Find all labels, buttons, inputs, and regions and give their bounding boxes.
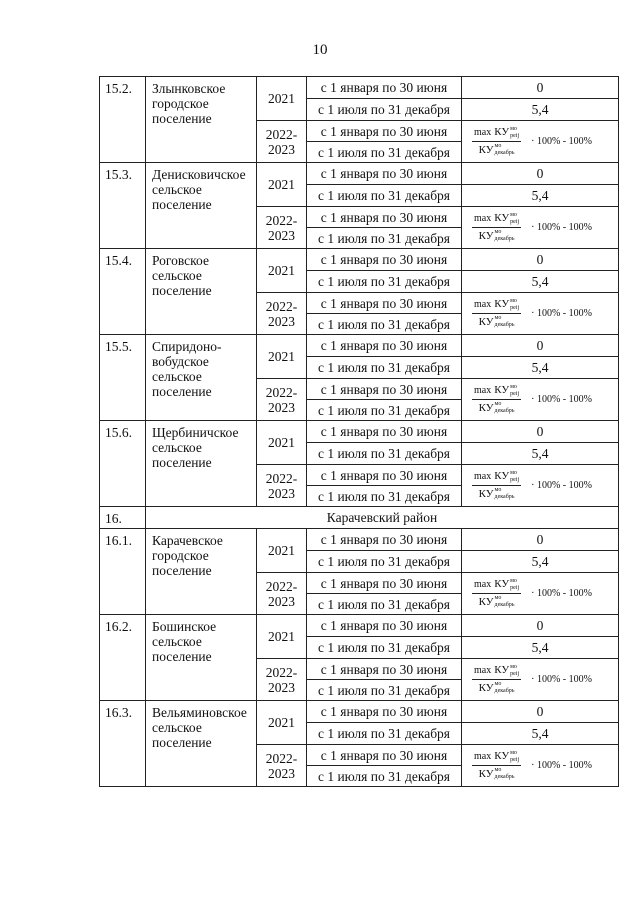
row-number: 16.2.	[100, 615, 146, 701]
formula-cell	[462, 293, 619, 335]
formula-numerator: max КУ мо peij	[472, 469, 521, 486]
period-cell: с 1 января по 30 июня	[307, 745, 462, 766]
value-cell: 0	[462, 249, 619, 271]
page-number: 10	[312, 42, 328, 58]
settlement-name: Денисковичское сельское поселение	[146, 163, 257, 249]
formula-fraction	[472, 749, 521, 782]
period-cell: с 1 января по 30 июня	[307, 293, 462, 314]
period-cell: с 1 июля по 31 декабря	[307, 271, 462, 293]
row-number: 16.3.	[100, 701, 146, 787]
period-cell: с 1 января по 30 июня	[307, 379, 462, 400]
period-cell: с 1 июля по 31 декабря	[307, 228, 462, 249]
formula-denominator: КУ мо декабрь	[478, 681, 515, 694]
formula-cell	[462, 659, 619, 701]
year-range-cell: 2022-2023	[257, 121, 307, 163]
value-cell: 5,4	[462, 443, 619, 465]
period-cell: с 1 января по 30 июня	[307, 335, 462, 357]
row-number: 16.1.	[100, 529, 146, 615]
period-cell: с 1 июля по 31 декабря	[307, 185, 462, 207]
period-cell: с 1 января по 30 июня	[307, 615, 462, 637]
period-cell: с 1 января по 30 июня	[307, 207, 462, 228]
row-number: 15.5.	[100, 335, 146, 421]
formula-fraction	[472, 211, 521, 244]
year-cell: 2021	[257, 163, 307, 207]
period-cell: с 1 января по 30 июня	[307, 421, 462, 443]
formula-cell	[462, 465, 619, 507]
period-cell: с 1 января по 30 июня	[307, 465, 462, 486]
value-cell: 0	[462, 77, 619, 99]
formula-cell	[462, 379, 619, 421]
period-cell: с 1 июля по 31 декабря	[307, 594, 462, 615]
period-cell: с 1 июля по 31 декабря	[307, 637, 462, 659]
region-number: 16.	[100, 507, 146, 529]
settlement-name: Злынковское городское поселение	[146, 77, 257, 163]
settlement-name: Роговское сельское поселение	[146, 249, 257, 335]
formula-cell	[462, 207, 619, 249]
formula-denominator: КУ мо декабрь	[478, 595, 515, 608]
growth-formula: max КУ мо peij КУ мо декабрь · 100% - 100%	[474, 750, 592, 780]
value-cell: 0	[462, 163, 619, 185]
period-cell: с 1 июля по 31 декабря	[307, 142, 462, 163]
period-cell: с 1 июля по 31 декабря	[307, 723, 462, 745]
value-cell: 0	[462, 615, 619, 637]
year-range-cell: 2022-2023	[257, 207, 307, 249]
formula-cell	[462, 121, 619, 163]
year-range-cell: 2022-2023	[257, 465, 307, 507]
year-range-cell: 2022-2023	[257, 745, 307, 787]
year-range-cell: 2022-2023	[257, 659, 307, 701]
value-cell: 0	[462, 421, 619, 443]
year-cell: 2021	[257, 335, 307, 379]
formula-denominator: КУ мо декабрь	[478, 143, 515, 156]
value-cell: 5,4	[462, 723, 619, 745]
period-cell: с 1 января по 30 июня	[307, 121, 462, 142]
formula-numerator: max КУ мо peij	[472, 749, 521, 766]
period-cell: с 1 января по 30 июня	[307, 249, 462, 271]
growth-formula: max КУ мо peij КУ мо декабрь · 100% - 100%	[474, 664, 592, 694]
value-cell: 5,4	[462, 99, 619, 121]
growth-formula: max КУ мо peij КУ мо декабрь · 100% - 100%	[474, 384, 592, 414]
formula-denominator: КУ мо декабрь	[478, 229, 515, 242]
year-cell: 2021	[257, 529, 307, 573]
formula-fraction	[472, 577, 521, 610]
region-name: Карачевский район	[146, 507, 619, 529]
formula-numerator: max КУ мо peij	[472, 297, 521, 314]
value-cell: 5,4	[462, 271, 619, 293]
formula-fraction	[472, 125, 521, 158]
year-cell: 2021	[257, 701, 307, 745]
year-cell: 2021	[257, 77, 307, 121]
formula-numerator: max КУ мо peij	[472, 125, 521, 142]
period-cell: с 1 января по 30 июня	[307, 701, 462, 723]
row-number: 15.6.	[100, 421, 146, 507]
value-cell: 5,4	[462, 357, 619, 379]
period-cell: с 1 января по 30 июня	[307, 659, 462, 680]
year-range-cell: 2022-2023	[257, 573, 307, 615]
formula-denominator: КУ мо декабрь	[478, 487, 515, 500]
period-cell: с 1 июля по 31 декабря	[307, 766, 462, 787]
formula-numerator: max КУ мо peij	[472, 383, 521, 400]
year-range-cell: 2022-2023	[257, 379, 307, 421]
formula-numerator: max КУ мо peij	[472, 663, 521, 680]
period-cell: с 1 июля по 31 декабря	[307, 551, 462, 573]
settlement-name: Бошинское сельское поселение	[146, 615, 257, 701]
row-number: 15.2.	[100, 77, 146, 163]
formula-fraction	[472, 469, 521, 502]
tariff-table	[99, 76, 619, 787]
formula-numerator: max КУ мо peij	[472, 211, 521, 228]
year-cell: 2021	[257, 249, 307, 293]
period-cell: с 1 июля по 31 декабря	[307, 680, 462, 701]
settlement-name: Щербиничское сельское поселение	[146, 421, 257, 507]
settlement-name: Вельяминовское сельское поселение	[146, 701, 257, 787]
formula-denominator: КУ мо декабрь	[478, 401, 515, 414]
period-cell: с 1 июля по 31 декабря	[307, 443, 462, 465]
value-cell: 0	[462, 529, 619, 551]
formula-numerator: max КУ мо peij	[472, 577, 521, 594]
value-cell: 0	[462, 335, 619, 357]
formula-denominator: КУ мо декабрь	[478, 315, 515, 328]
growth-formula: max КУ мо peij КУ мо декабрь · 100% - 100%	[474, 578, 592, 608]
settlement-name: Спиридоно-вобудское сельское поселение	[146, 335, 257, 421]
period-cell: с 1 января по 30 июня	[307, 573, 462, 594]
formula-cell	[462, 745, 619, 787]
formula-denominator: КУ мо декабрь	[478, 767, 515, 780]
growth-formula: max КУ мо peij КУ мо декабрь · 100% - 100%	[474, 470, 592, 500]
period-cell: с 1 января по 30 июня	[307, 77, 462, 99]
row-number: 15.3.	[100, 163, 146, 249]
value-cell: 5,4	[462, 637, 619, 659]
period-cell: с 1 июля по 31 декабря	[307, 357, 462, 379]
formula-fraction	[472, 297, 521, 330]
settlement-name: Карачевское городское поселение	[146, 529, 257, 615]
period-cell: с 1 июля по 31 декабря	[307, 486, 462, 507]
growth-formula: max КУ мо peij КУ мо декабрь · 100% - 100%	[474, 212, 592, 242]
period-cell: с 1 июля по 31 декабря	[307, 400, 462, 421]
formula-cell	[462, 573, 619, 615]
period-cell: с 1 июля по 31 декабря	[307, 99, 462, 121]
value-cell: 0	[462, 701, 619, 723]
value-cell: 5,4	[462, 551, 619, 573]
formula-fraction	[472, 383, 521, 416]
year-cell: 2021	[257, 421, 307, 465]
period-cell: с 1 января по 30 июня	[307, 163, 462, 185]
year-cell: 2021	[257, 615, 307, 659]
formula-fraction	[472, 663, 521, 696]
growth-formula: max КУ мо peij КУ мо декабрь · 100% - 100%	[474, 126, 592, 156]
period-cell: с 1 июля по 31 декабря	[307, 314, 462, 335]
period-cell: с 1 января по 30 июня	[307, 529, 462, 551]
year-range-cell: 2022-2023	[257, 293, 307, 335]
growth-formula: max КУ мо peij КУ мо декабрь · 100% - 100%	[474, 298, 592, 328]
row-number: 15.4.	[100, 249, 146, 335]
value-cell: 5,4	[462, 185, 619, 207]
